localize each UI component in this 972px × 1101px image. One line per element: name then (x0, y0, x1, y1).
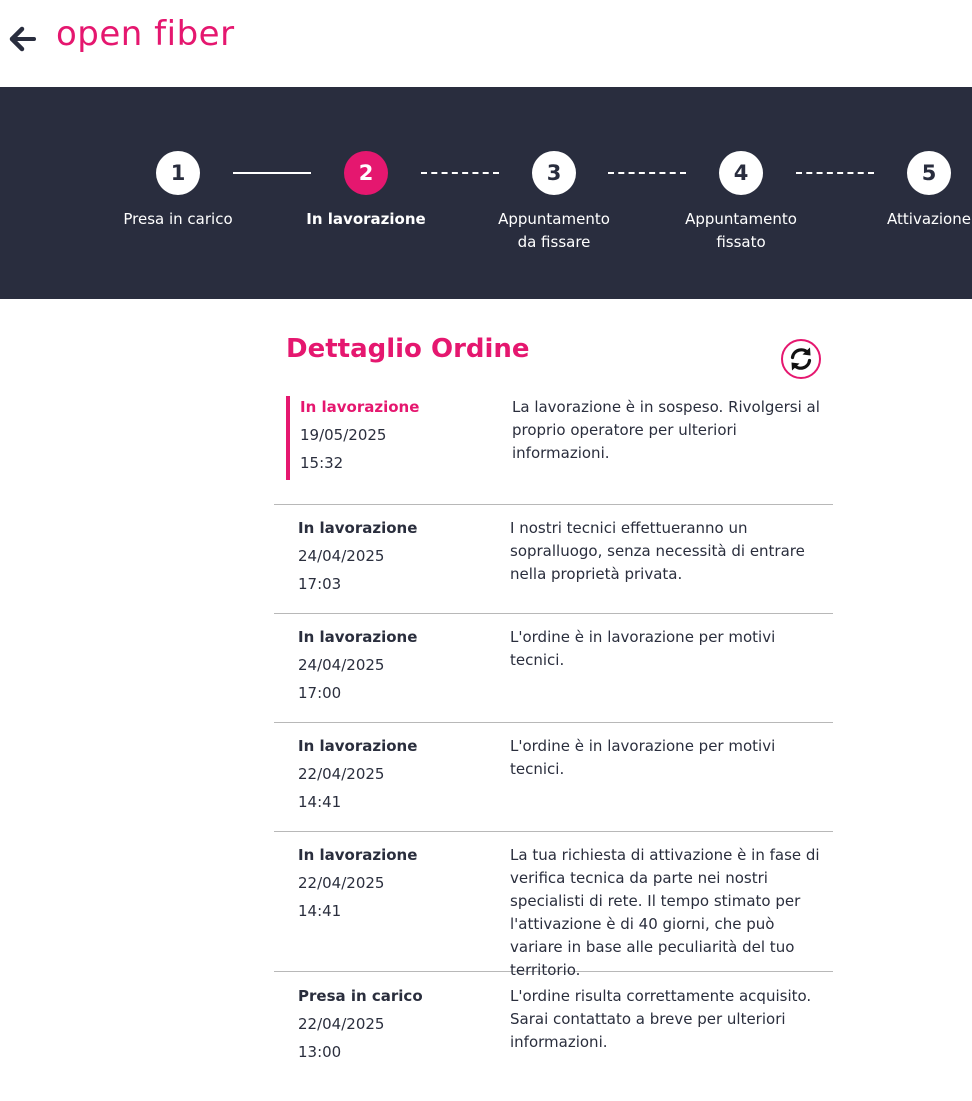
history-description: L'ordine è in lavorazione per motivi tecnici. (510, 737, 776, 778)
history-item (274, 723, 833, 832)
history-date: 22/04/2025 (298, 1015, 385, 1033)
history-time: 15:32 (300, 454, 344, 472)
open-fiber-logo[interactable]: open fiber (56, 14, 235, 54)
history-description: L'ordine è in lavorazione per motivi tecnici. (510, 628, 776, 669)
step-label: Presa in carico (123, 210, 233, 228)
history-item-meta (298, 841, 417, 925)
step-appuntamento-da-fissare (484, 151, 624, 254)
history-status: In lavorazione (298, 628, 418, 646)
refresh-button[interactable] (781, 339, 821, 379)
history-date: 24/04/2025 (298, 547, 385, 565)
back-button[interactable] (8, 24, 40, 54)
history-status: In lavorazione (298, 846, 418, 864)
history-status: In lavorazione (298, 519, 418, 537)
step-label: In lavorazione (306, 210, 426, 228)
step-label: Appuntamento fissato (685, 210, 797, 251)
history-time: 13:00 (298, 1043, 342, 1061)
history-status: Presa in carico (298, 987, 423, 1005)
step-number: 5 (907, 151, 951, 195)
arrow-left-icon (8, 24, 38, 54)
history-description: I nostri tecnici effettueranno un sopralluogo, senza necessità di entrare nella proprietà privata. (510, 519, 805, 583)
history-status: In lavorazione (300, 398, 420, 416)
refresh-icon (786, 344, 816, 374)
history-date: 19/05/2025 (300, 426, 387, 444)
step-label: Appuntamento da fissare (498, 210, 610, 251)
history-date: 22/04/2025 (298, 874, 385, 892)
step-appuntamento-fissato (671, 151, 811, 254)
history-description: La tua richiesta di attivazione è in fase di verifica tecnica da parte nei nostri specialisti di rete. Il tempo stimato per l'attivazione è di 40 giorni, che può variare in base alle peculiarità del tuo territorio. (510, 846, 820, 979)
history-item (274, 393, 833, 505)
history-time: 14:41 (298, 902, 342, 920)
history-date: 22/04/2025 (298, 765, 385, 783)
step-presa-in-carico (108, 151, 248, 231)
history-item-meta (298, 514, 417, 598)
step-attivazione (859, 151, 972, 231)
step-number: 2 (344, 151, 388, 195)
history-time: 17:00 (298, 684, 342, 702)
step-number: 4 (719, 151, 763, 195)
order-progress-stepper (0, 87, 972, 299)
history-time: 14:41 (298, 793, 342, 811)
page-title: Dettaglio Ordine (286, 334, 530, 364)
step-number: 3 (532, 151, 576, 195)
history-description: L'ordine risulta correttamente acquisito. Sarai contattato a breve per ulteriori informazioni. (510, 987, 812, 1051)
history-item-meta (298, 982, 423, 1066)
app-header (0, 0, 972, 87)
history-item (274, 832, 833, 979)
history-item-meta (300, 393, 419, 477)
history-item (274, 614, 833, 723)
history-status: In lavorazione (298, 737, 418, 755)
history-item-meta (298, 732, 417, 816)
step-label: Attivazione (887, 210, 971, 228)
current-status-marker (286, 396, 290, 480)
history-date: 24/04/2025 (298, 656, 385, 674)
history-item (274, 972, 833, 1082)
history-time: 17:03 (298, 575, 342, 593)
history-item (274, 505, 833, 614)
step-in-lavorazione (296, 151, 436, 231)
history-item-meta (298, 623, 417, 707)
order-history-list (274, 393, 833, 1082)
history-description: La lavorazione è in sospeso. Rivolgersi al proprio operatore per ulteriori informazioni. (512, 398, 820, 462)
step-number: 1 (156, 151, 200, 195)
